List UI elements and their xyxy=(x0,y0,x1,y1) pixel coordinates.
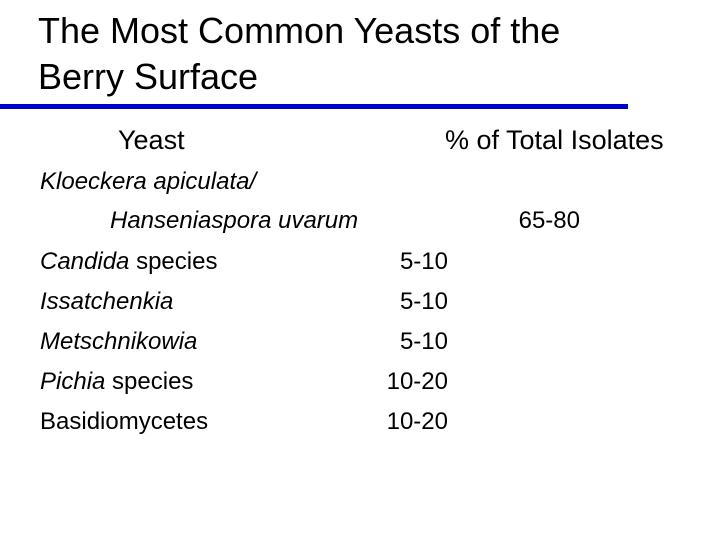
value-issatchenkia: 5-10 xyxy=(399,288,448,315)
yeast-genus-pichia: Pichia xyxy=(40,368,106,395)
yeast-name-issatchenkia: Issatchenkia xyxy=(40,288,174,315)
yeast-name-hanseniaspora: Hanseniaspora uvarum xyxy=(110,207,359,234)
value-pichia: 10-20 xyxy=(386,368,448,395)
column-header-percent: % of Total Isolates xyxy=(445,125,664,155)
yeast-suffix-pichia: species xyxy=(105,368,194,395)
column-header-yeast: Yeast xyxy=(118,125,185,155)
page-title xyxy=(38,8,678,100)
value-basidiomycetes: 10-20 xyxy=(386,408,448,435)
yeast-genus-candida: Candida xyxy=(40,248,130,275)
yeast-name-metschnikowia: Metschnikowia xyxy=(40,328,198,355)
yeast-name-kloeckera: Kloeckera apiculata/ xyxy=(40,168,257,195)
yeast-name-basidiomycetes: Basidiomycetes xyxy=(40,408,209,435)
title-line-1: The Most Common Yeasts of the xyxy=(38,10,561,51)
yeast-name-pichia xyxy=(40,366,193,398)
yeast-suffix-candida: species xyxy=(129,248,218,275)
title-line-2: Berry Surface xyxy=(38,56,259,97)
value-metschnikowia: 5-10 xyxy=(399,328,448,355)
title-underline xyxy=(0,104,628,109)
yeast-name-candida xyxy=(40,246,217,278)
value-candida: 5-10 xyxy=(399,248,448,275)
value-kloeckera: 65-80 xyxy=(518,207,580,234)
